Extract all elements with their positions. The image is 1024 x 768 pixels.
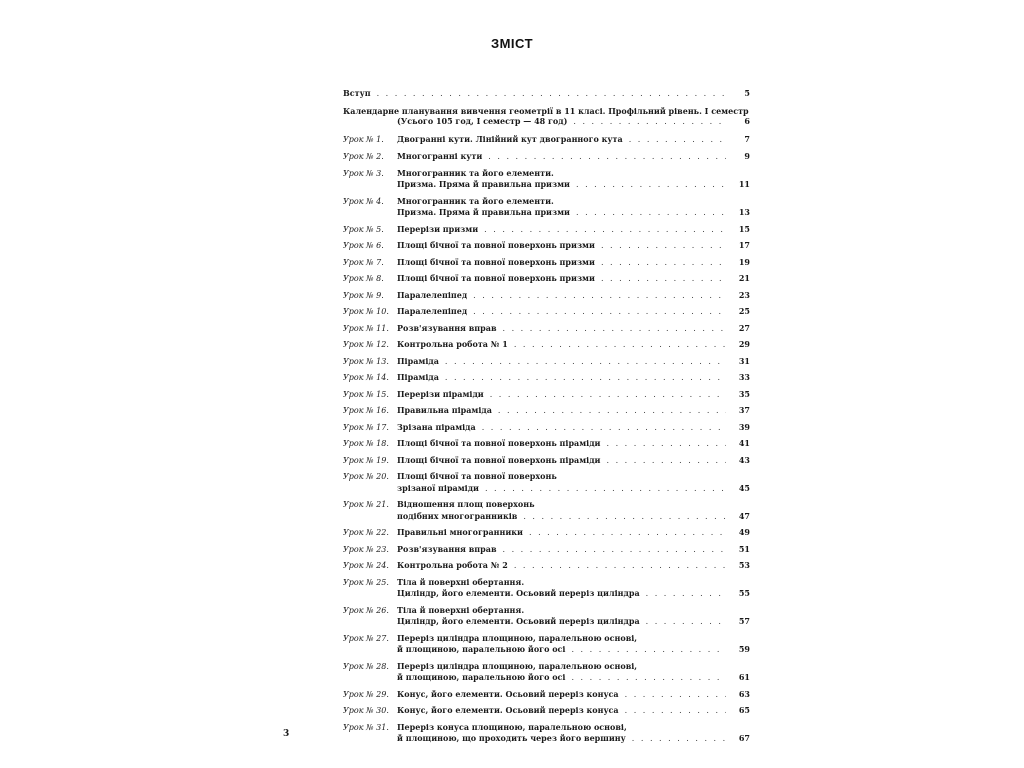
entry-title: Піраміда — [397, 372, 439, 382]
entry-title: Правильна піраміда — [397, 405, 492, 415]
page-ref: 39 — [738, 421, 750, 432]
page-ref: 13 — [738, 207, 750, 217]
entry-title: Двогранні кути. Лінійний кут двогранного кута — [397, 133, 623, 144]
entry-title-continued: й площиною, паралельною його осі — [397, 672, 566, 682]
dot-leader — [445, 373, 726, 384]
lesson-number: Урок № 20. — [343, 472, 389, 481]
page-ref: 9 — [744, 151, 750, 161]
toc-entry — [343, 689, 750, 701]
lesson-number: Урок № 13. — [343, 356, 389, 366]
toc-entry — [343, 405, 750, 417]
toc-entry — [343, 527, 750, 539]
dot-leader — [571, 645, 726, 656]
entry-title: Площі бічної та повної поверхонь призми — [397, 273, 595, 283]
entry-title: Многогранні кути — [397, 151, 483, 161]
lesson-number: Урок № 21. — [343, 500, 389, 509]
toc-entry — [343, 633, 750, 656]
lesson-number: Урок № 17. — [343, 422, 389, 432]
entry-title: Тіла й поверхні обертання. — [397, 576, 525, 587]
entry-title: Площі бічної та повної поверхонь піраміди — [397, 454, 601, 465]
page-ref: 31 — [738, 355, 750, 366]
toc-entry — [343, 577, 750, 600]
page-number: 3 — [283, 729, 290, 739]
entry-title-continued: подібних многогранників — [397, 510, 518, 521]
page-ref: 11 — [738, 179, 750, 189]
entry-title-continued: Циліндр, його елементи. Осьовий переріз циліндра — [397, 616, 640, 626]
page-ref: 67 — [738, 733, 750, 743]
lesson-number: Урок № 18. — [343, 439, 389, 448]
dot-leader — [606, 439, 726, 450]
lesson-number: Урок № 8. — [343, 274, 384, 283]
page-ref: 7 — [744, 133, 750, 144]
lesson-number: Урок № 5. — [343, 224, 384, 234]
page-ref: 65 — [738, 705, 750, 715]
dot-leader — [523, 512, 726, 523]
dot-leader — [629, 135, 726, 146]
toc-entry — [343, 151, 750, 163]
entry-title: Площі бічної та повної поверхонь — [397, 471, 557, 481]
toc-entry — [343, 372, 750, 384]
entry-title: Правильні многогранники — [397, 527, 523, 537]
page-ref: 27 — [738, 322, 750, 333]
lesson-number: Урок № 1. — [343, 134, 384, 144]
lesson-number: Урок № 2. — [343, 152, 384, 161]
entry-title-continued: й площиною, що проходить через його вершину — [397, 733, 626, 743]
page-ref: 47 — [738, 510, 750, 521]
lesson-number: Урок № 4. — [343, 196, 384, 206]
page-ref: 43 — [738, 454, 750, 465]
entry-title: Вступ — [343, 88, 371, 98]
toc-entry — [343, 560, 750, 572]
dot-leader — [625, 690, 726, 701]
page-ref: 17 — [738, 240, 750, 250]
entry-title: Площі бічної та повної поверхонь призми — [397, 256, 595, 267]
dot-leader — [482, 423, 726, 434]
page-ref: 57 — [738, 616, 750, 626]
toc-entry — [343, 389, 750, 401]
lesson-number: Урок № 6. — [343, 241, 384, 250]
dot-leader — [473, 291, 726, 302]
page-ref: 53 — [738, 560, 750, 570]
table-of-contents — [343, 83, 750, 745]
dot-leader — [498, 406, 726, 417]
page-ref: 29 — [738, 339, 750, 349]
entry-title-continued: Призма. Пряма й правильна призми — [397, 207, 570, 217]
toc-entry — [343, 134, 750, 146]
dot-leader — [485, 484, 726, 495]
page-ref: 21 — [738, 273, 750, 283]
toc-entry — [343, 240, 750, 252]
page-ref: 19 — [738, 256, 750, 267]
entry-title-continued: й площиною, паралельною його осі — [397, 644, 566, 654]
toc-entry — [343, 106, 750, 128]
toc-entry — [343, 323, 750, 335]
toc-entry — [343, 88, 750, 100]
entry-title: Тіла й поверхні обертання. — [397, 604, 525, 615]
lesson-number: Урок № 12. — [343, 340, 389, 349]
page-ref: 51 — [738, 543, 750, 554]
entry-title: Конус, його елементи. Осьовий переріз конуса — [397, 688, 619, 699]
toc-entry — [343, 356, 750, 368]
entry-title: Розв'язування вправ — [397, 322, 497, 333]
page-ref: 45 — [738, 482, 750, 493]
lesson-number: Урок № 30. — [343, 706, 389, 715]
page-title: ЗМІСТ — [490, 36, 534, 51]
toc-entry — [343, 722, 750, 745]
lesson-number: Урок № 22. — [343, 528, 389, 537]
dot-leader — [601, 274, 726, 285]
lesson-number: Урок № 29. — [343, 689, 389, 699]
toc-entry — [343, 499, 750, 522]
entry-title: Перерізи піраміди — [397, 388, 484, 399]
toc-entry — [343, 544, 750, 556]
entry-title-continued: Призма. Пряма й правильна призми — [397, 179, 570, 189]
entry-title: Паралелепіпед — [397, 289, 468, 300]
toc-entry — [343, 705, 750, 717]
toc-entry — [343, 471, 750, 494]
page-ref: 37 — [738, 405, 750, 415]
page-ref: 15 — [738, 223, 750, 234]
dot-leader — [484, 225, 726, 236]
dot-leader — [601, 241, 726, 252]
dot-leader — [514, 340, 726, 351]
page-ref: 55 — [738, 588, 750, 598]
toc-entry — [343, 605, 750, 628]
toc-entry — [343, 661, 750, 684]
dot-leader — [573, 117, 726, 128]
entry-title-continued: Циліндр, його елементи. Осьовий переріз циліндра — [397, 588, 640, 598]
lesson-number: Урок № 19. — [343, 455, 389, 465]
dot-leader — [646, 589, 726, 600]
entry-title: Конус, його елементи. Осьовий переріз конуса — [397, 705, 619, 715]
lesson-number: Урок № 3. — [343, 168, 384, 178]
dot-leader — [514, 561, 726, 572]
toc-entry — [343, 339, 750, 351]
toc-entry — [343, 290, 750, 302]
toc-entry — [343, 422, 750, 434]
dot-leader — [606, 456, 726, 467]
lesson-number: Урок № 23. — [343, 544, 389, 554]
toc-entry — [343, 196, 750, 219]
dot-leader — [503, 324, 727, 335]
page-ref: 61 — [738, 672, 750, 682]
dot-leader — [490, 390, 726, 401]
page-ref: 5 — [744, 88, 750, 98]
toc-entry — [343, 168, 750, 191]
lesson-number: Урок № 9. — [343, 290, 384, 300]
lesson-number: Урок № 15. — [343, 389, 389, 399]
page-ref: 23 — [738, 289, 750, 300]
entry-title: Площі бічної та повної поверхонь призми — [397, 240, 595, 250]
entry-title: Піраміда — [397, 355, 439, 366]
entry-title: Календарне планування вивчення геометрії в 11 класі. Профільний рівень. І семестр — [343, 105, 749, 116]
page-ref: 6 — [744, 116, 750, 126]
entry-title-continued: зрізаної піраміди — [397, 482, 479, 493]
dot-leader — [503, 545, 727, 556]
lesson-number: Урок № 14. — [343, 373, 389, 382]
lesson-number: Урок № 16. — [343, 406, 389, 415]
entry-title-continued: (Усього 105 год, І семестр — 48 год) — [397, 116, 568, 126]
dot-leader — [377, 89, 726, 100]
entry-title: Площі бічної та повної поверхонь піраміди — [397, 438, 601, 448]
page-ref: 41 — [738, 438, 750, 448]
lesson-number: Урок № 31. — [343, 722, 389, 732]
dot-leader — [576, 208, 726, 219]
toc-entry — [343, 455, 750, 467]
toc-entry — [343, 224, 750, 236]
dot-leader — [632, 734, 726, 745]
dot-leader — [601, 258, 726, 269]
entry-title: Контрольна робота № 1 — [397, 339, 508, 349]
entry-title: Зрізана піраміда — [397, 421, 476, 432]
dot-leader — [445, 357, 726, 368]
lesson-number: Урок № 7. — [343, 257, 384, 267]
page-ref: 25 — [738, 306, 750, 316]
lesson-number: Урок № 27. — [343, 633, 389, 643]
toc-entry — [343, 273, 750, 285]
toc-entry — [343, 257, 750, 269]
dot-leader — [488, 152, 726, 163]
lesson-number: Урок № 11. — [343, 323, 389, 333]
page-ref: 33 — [738, 372, 750, 382]
page-ref: 59 — [738, 644, 750, 654]
page-ref: 63 — [738, 688, 750, 699]
entry-title: Многогранник та його елементи. — [397, 167, 554, 178]
entry-title: Контрольна робота № 2 — [397, 560, 508, 570]
entry-title: Відношення площ поверхонь — [397, 499, 535, 509]
page-ref: 35 — [738, 388, 750, 399]
lesson-number: Урок № 28. — [343, 661, 389, 671]
entry-title: Переріз циліндра площиною, паралельною основі, — [397, 660, 638, 671]
page-ref: 49 — [738, 527, 750, 537]
dot-leader — [529, 528, 726, 539]
toc-entry — [343, 306, 750, 318]
dot-leader — [646, 617, 726, 628]
entry-title: Переріз циліндра площиною, паралельною основі, — [397, 632, 638, 643]
entry-title: Переріз конуса площиною, паралельною основі, — [397, 721, 627, 732]
toc-entry — [343, 438, 750, 450]
dot-leader — [576, 180, 726, 191]
entry-title: Паралелепіпед — [397, 306, 468, 316]
dot-leader — [625, 706, 726, 717]
lesson-number: Урок № 25. — [343, 577, 389, 587]
lesson-number: Урок № 26. — [343, 605, 389, 615]
entry-title: Розв'язування вправ — [397, 543, 497, 554]
dot-leader — [473, 307, 726, 318]
lesson-number: Урок № 24. — [343, 561, 389, 570]
entry-title: Перерізи призми — [397, 223, 479, 234]
dot-leader — [571, 673, 726, 684]
lesson-number: Урок № 10. — [343, 307, 389, 316]
entry-title: Многогранник та його елементи. — [397, 195, 554, 206]
